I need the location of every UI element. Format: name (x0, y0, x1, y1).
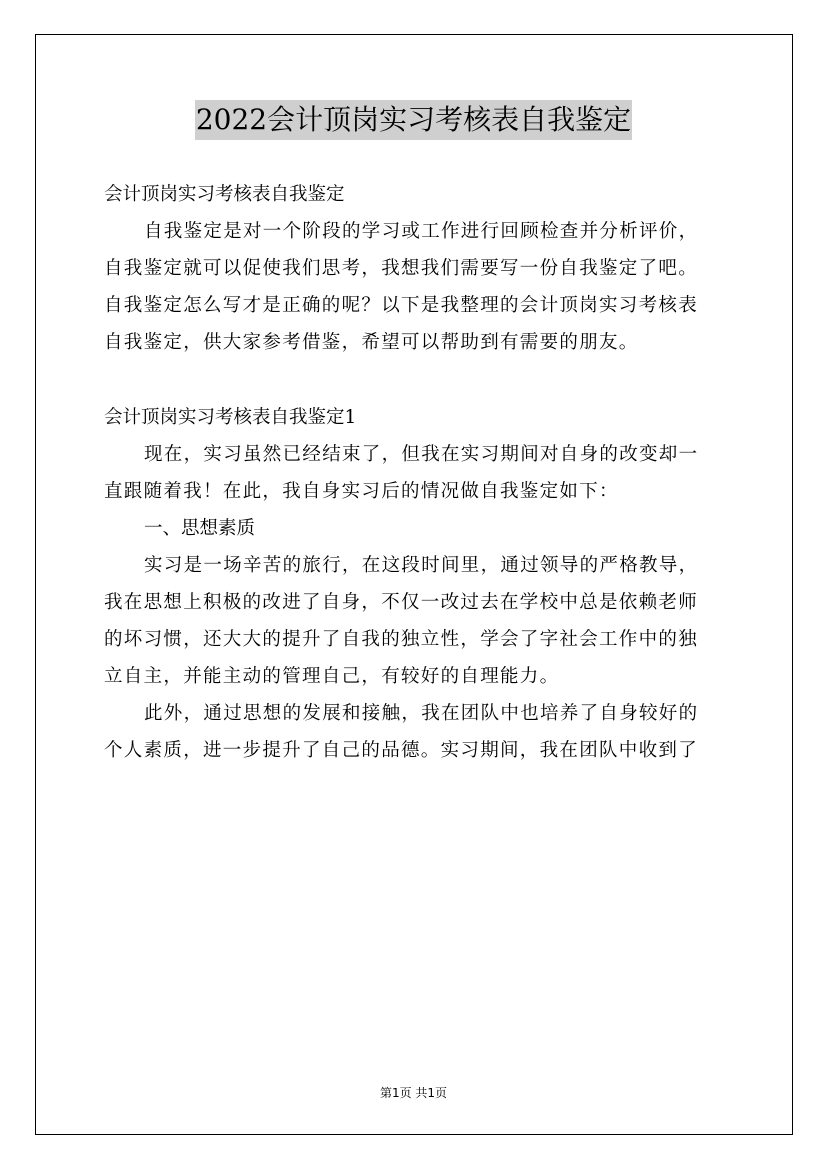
para-2-line-2: 我在思想上积极的改进了自身，不仅一改过去在学校中总是依赖老师 (104, 592, 699, 613)
intro-line-4: 自我鉴定，供大家参考借鉴，希望可以帮助到有需要的朋友。 (104, 332, 639, 353)
intro-line-3: 自我鉴定怎么写才是正确的呢？以下是我整理的会计顶岗实习考核表 (104, 295, 699, 316)
title-wrap (0, 100, 827, 140)
para-3-line-1: 此外，通过思想的发展和接触，我在团队中也培养了自身较好的 (144, 703, 699, 724)
para-2-line-4: 立自主，并能主动的管理自己，有较好的自理能力。 (104, 666, 560, 687)
section-1-para-line-2: 直跟随着我！在此，我自身实习后的情况做自我鉴定如下： (104, 481, 619, 502)
subheading-thought-quality: 一、思想素质 (144, 518, 256, 539)
para-3-line-2: 个人素质，进一步提升了自己的品德。实习期间，我在团队中收到了 (104, 740, 699, 761)
spacer (104, 361, 730, 399)
document-subtitle: 会计顶岗实习考核表自我鉴定 (104, 184, 345, 205)
para-2-line-3: 的坏习惯，还大大的提升了自我的独立性，学会了字社会工作中的独 (104, 629, 699, 650)
para-2-line-1: 实习是一场辛苦的旅行，在这段时间里，通过领导的严格教导， (144, 555, 699, 576)
intro-line-2: 自我鉴定就可以促使我们思考，我想我们需要写一份自我鉴定了吧。 (104, 258, 699, 279)
intro-line-1: 自我鉴定是对一个阶段的学习或工作进行回顾检查并分析评价， (144, 221, 699, 242)
page-footer: 第1页 共1页 (379, 1086, 448, 1100)
section-1-para-line-1: 现在，实习虽然已经结束了，但我在实习期间对自身的改变却一 (144, 444, 699, 465)
section-1-title: 会计顶岗实习考核表自我鉴定1 (104, 407, 357, 428)
document-body (104, 176, 730, 769)
document-title: 2022会计顶岗实习考核表自我鉴定 (195, 100, 632, 140)
